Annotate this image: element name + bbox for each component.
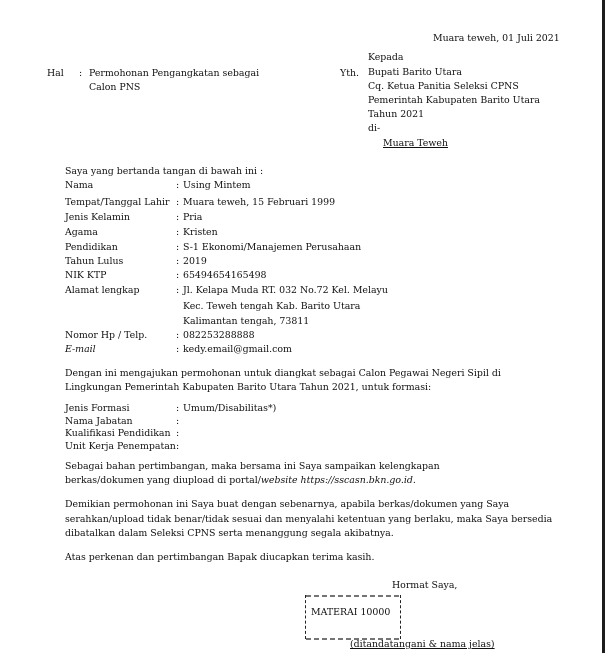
identity-value: Using Mintem <box>183 180 251 191</box>
address-line-3: Pemerintah Kabupaten Barito Utara <box>368 95 540 106</box>
address-city: Muara Teweh <box>383 138 448 149</box>
identity-label: Tahun Lulus <box>65 256 124 267</box>
formasi-colon: : <box>176 403 180 414</box>
identity-colon: : <box>176 285 180 296</box>
formasi-value: Umum/Disabilitas*) <box>183 403 277 414</box>
formasi-label: Jenis Formasi <box>65 403 130 414</box>
materai-label: MATERAI 10000 <box>311 607 391 618</box>
identity-label: Pendidikan <box>65 242 118 253</box>
identity-colon: : <box>176 197 180 208</box>
paragraph-3-line-2: serahkan/upload tidak benar/tidak sesuai dan menyalahi ketentuan yang berlaku, maka Saya bersedia <box>65 514 553 525</box>
signature-note: (ditandatangani & nama jelas) <box>350 639 495 650</box>
contact-label: E-mail <box>65 344 96 355</box>
identity-colon: : <box>176 256 180 267</box>
formasi-label: Kualifikasi Pendidikan <box>65 428 171 439</box>
identity-value: 2019 <box>183 256 207 267</box>
identity-colon: : <box>176 242 180 253</box>
address-continuation-1: Kec. Teweh tengah Kab. Barito Utara <box>183 301 361 312</box>
hal-label: Hal <box>47 68 64 79</box>
identity-value: Jl. Kelapa Muda RT. 032 No.72 Kel. Melayu <box>183 285 388 296</box>
paragraph-3-line-3: dibatalkan dalam Seleksi CPNS serta menanggung segala akibatnya. <box>65 528 394 539</box>
address-line-2: Cq. Ketua Panitia Seleksi CPNS <box>368 81 519 92</box>
paragraph-4: Atas perkenan dan pertimbangan Bapak diucapkan terima kasih. <box>65 552 375 563</box>
closing-greeting: Hormat Saya, <box>392 580 458 591</box>
address-line-1: Bupati Barito Utara <box>368 67 462 78</box>
formasi-label: Nama Jabatan <box>65 416 133 427</box>
intro-text: Saya yang bertanda tangan di bawah ini : <box>65 166 264 177</box>
formasi-colon: : <box>176 441 180 452</box>
paragraph-1-line-2: Lingkungan Pemerintah Kabupaten Barito Utara Tahun 2021, untuk formasi: <box>65 382 432 393</box>
formasi-label: Unit Kerja Penempatan <box>65 441 176 452</box>
yth-label: Yth. <box>340 68 359 79</box>
address-line-4: Tahun 2021 <box>368 109 425 120</box>
hal-subject-line2: Calon PNS <box>89 82 141 93</box>
paragraph-2-line-1: Sebagai bahan pertimbangan, maka bersama ini Saya sampaikan kelengkapan <box>65 461 440 472</box>
hal-colon: : <box>79 68 83 79</box>
identity-colon: : <box>176 227 180 238</box>
address-continuation-2: Kalimantan tengah, 73811 <box>183 316 310 327</box>
place-date: Muara teweh, 01 Juli 2021 <box>433 33 560 44</box>
identity-value: S-1 Ekonomi/Manajemen Perusahaan <box>183 242 362 253</box>
identity-label: Tempat/Tanggal Lahir <box>65 197 170 208</box>
contact-label: Nomor Hp / Telp. <box>65 330 148 341</box>
contact-value: kedy.email@gmail.com <box>183 344 292 355</box>
paragraph-2-line-2 <box>65 475 416 487</box>
identity-label: Jenis Kelamin <box>65 212 130 223</box>
hal-subject-line1: Permohonan Pengangkatan sebagai <box>89 68 260 79</box>
contact-colon: : <box>176 330 180 341</box>
identity-colon: : <box>176 212 180 223</box>
identity-value: Kristen <box>183 227 218 238</box>
identity-colon: : <box>176 270 180 281</box>
identity-value: Muara teweh, 15 Februari 1999 <box>183 197 336 208</box>
identity-label: NIK KTP <box>65 270 107 281</box>
address-line-5: di- <box>368 123 381 134</box>
contact-value: 082253288888 <box>183 330 255 341</box>
formasi-colon: : <box>176 416 180 427</box>
identity-label: Nama <box>65 180 94 191</box>
kepada-label: Kepada <box>368 52 404 63</box>
contact-colon: : <box>176 344 180 355</box>
formasi-colon: : <box>176 428 180 439</box>
identity-value: 65494654165498 <box>183 270 267 281</box>
identity-value: Pria <box>183 212 203 223</box>
paragraph-2-text: berkas/dokumen yang diupload di portal/ <box>65 475 261 486</box>
website-link: website https://sscasn.bkn.go.id. <box>260 475 416 486</box>
identity-label: Alamat lengkap <box>65 285 140 296</box>
paragraph-3-line-1: Demikian permohonan ini Saya buat dengan sebenarnya, apabila berkas/dokumen yang Saya <box>65 499 510 510</box>
paragraph-1-line-1: Dengan ini mengajukan permohonan untuk diangkat sebagai Calon Pegawai Negeri Sipil di <box>65 368 501 379</box>
identity-colon: : <box>176 180 180 191</box>
identity-label: Agama <box>65 227 98 238</box>
